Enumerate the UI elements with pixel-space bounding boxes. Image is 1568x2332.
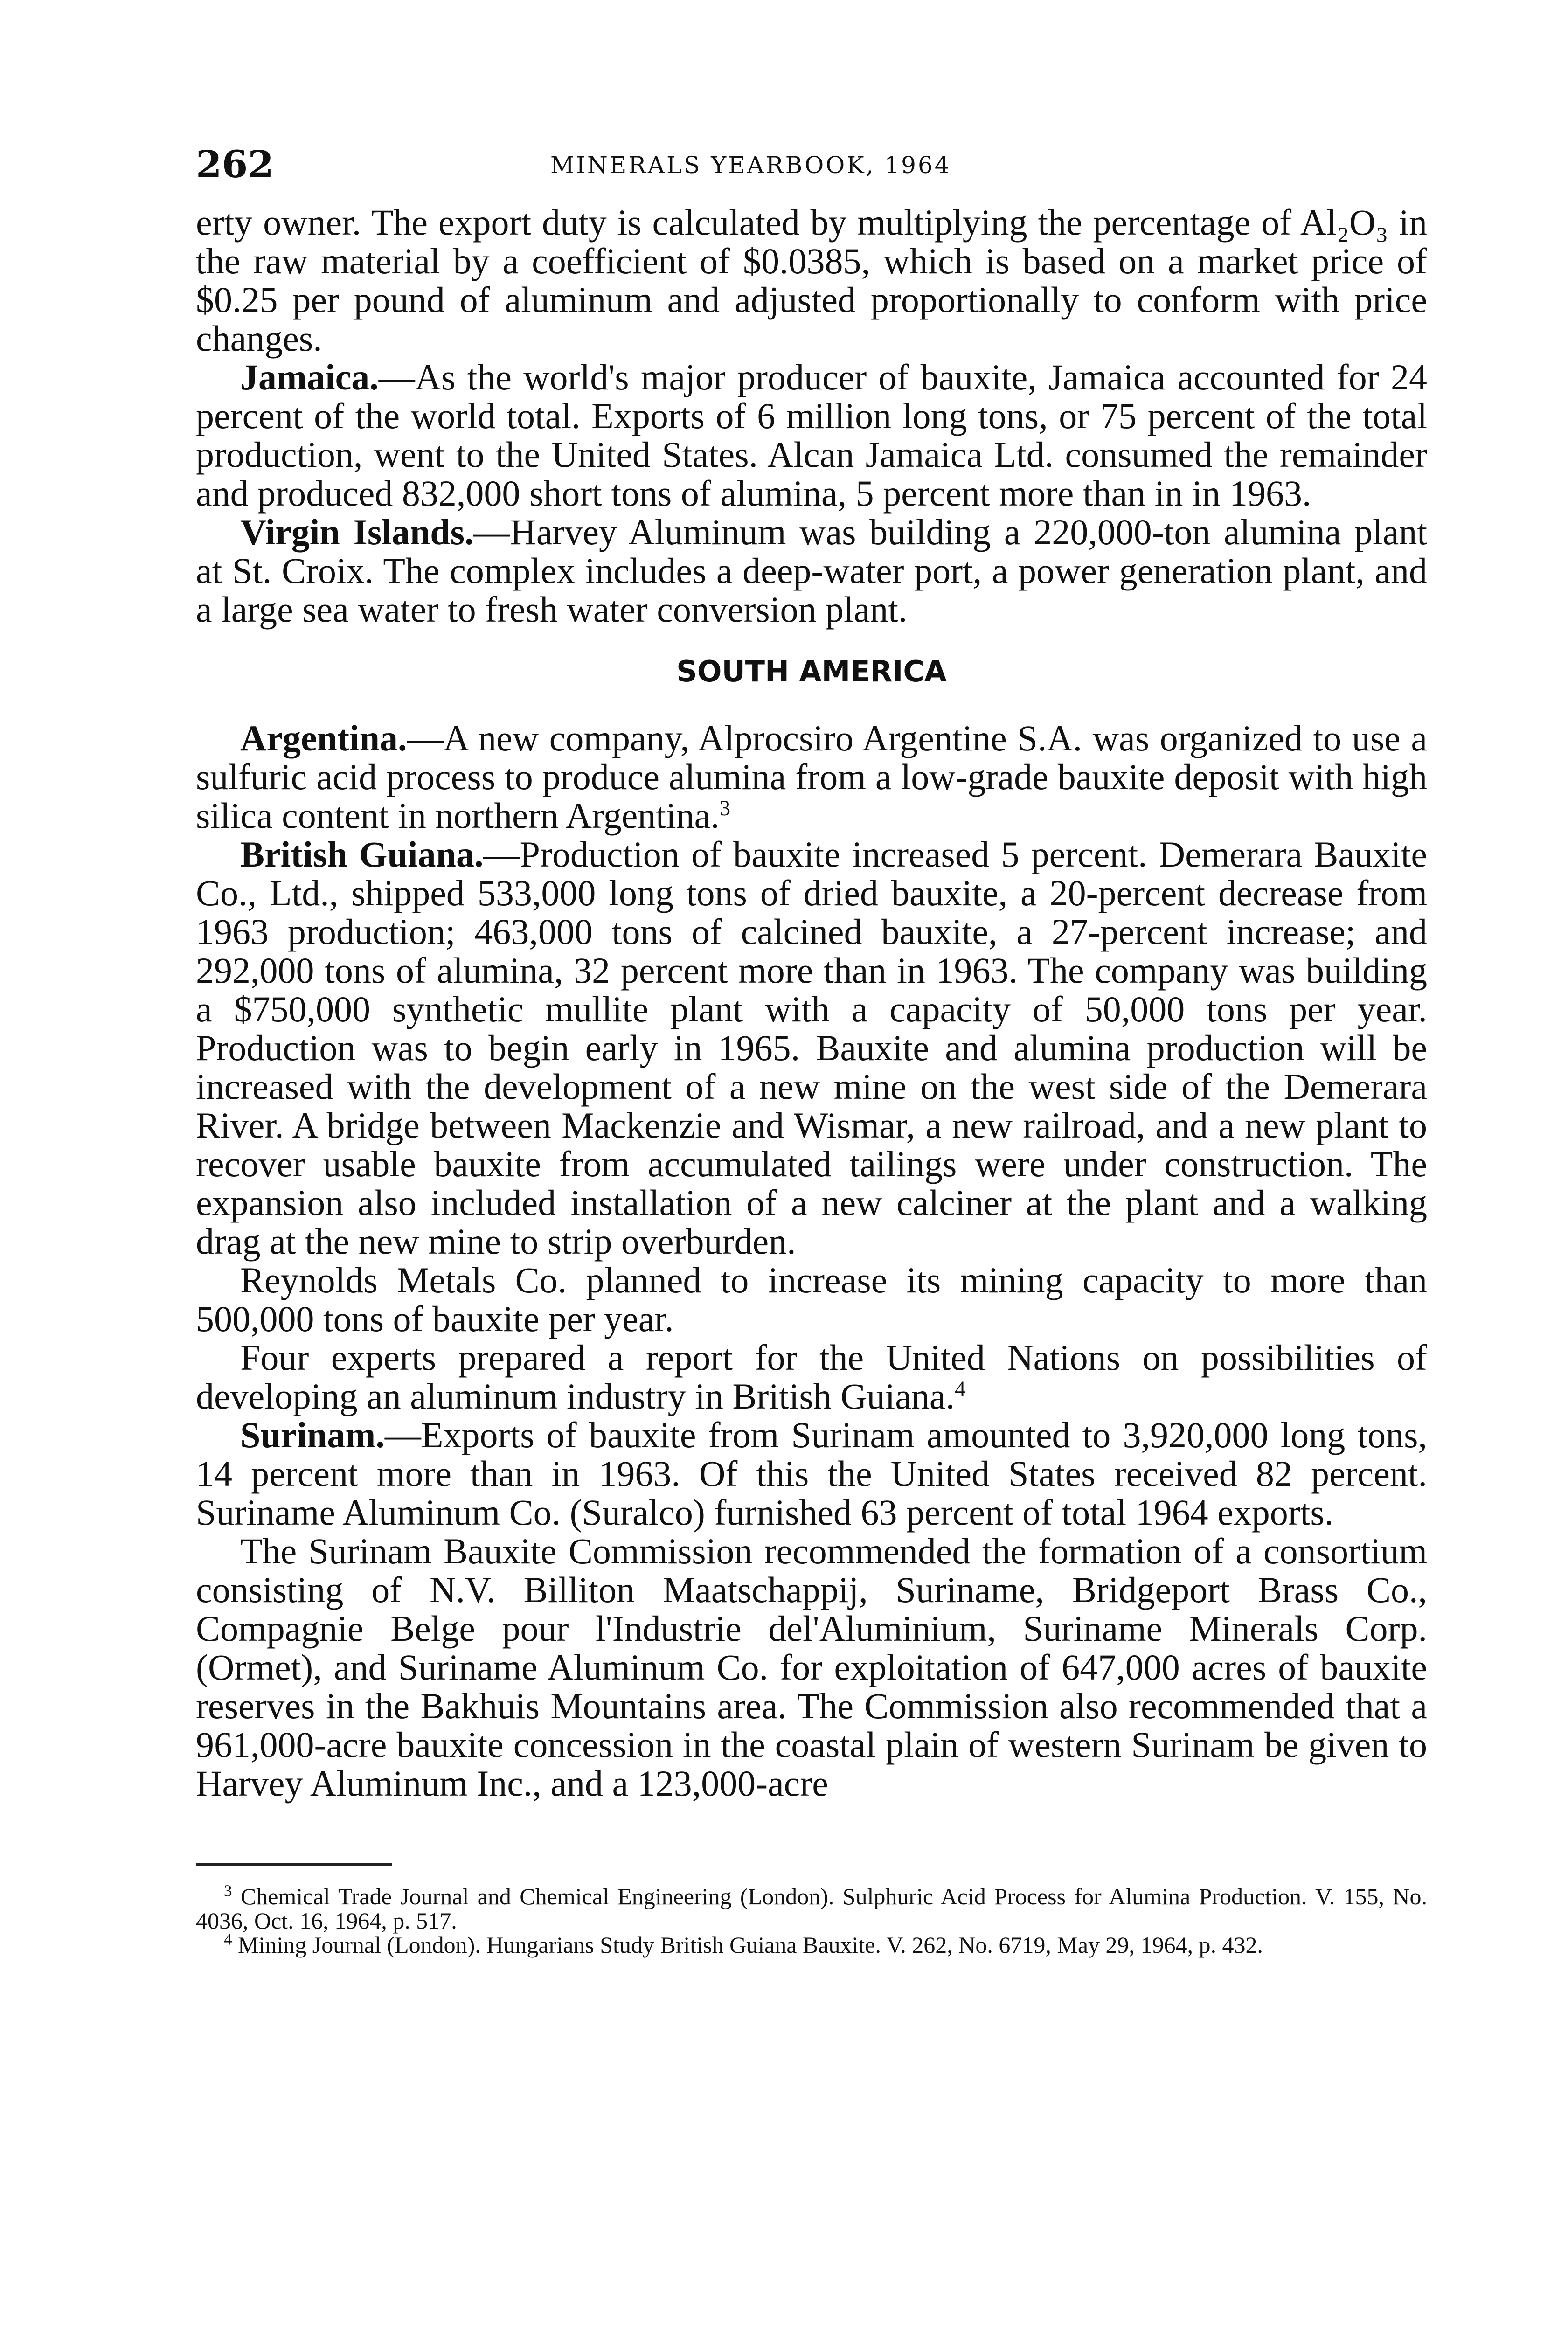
paragraph-jamaica — [196, 358, 1427, 513]
page-header — [196, 142, 1427, 194]
argentina-heading: Argentina. — [240, 718, 407, 758]
footnote-ref-3: 3 — [719, 796, 731, 820]
paragraph-reynolds — [196, 1261, 1427, 1338]
paragraph-commission — [196, 1532, 1427, 1803]
paragraph-virgin-islands — [196, 513, 1427, 629]
british-guiana-heading: British Guiana. — [240, 834, 484, 874]
paragraph-british-guiana — [196, 835, 1427, 1261]
footnote-4 — [196, 1930, 1427, 1958]
paragraph-surinam — [196, 1416, 1427, 1532]
footnotes — [196, 1881, 1428, 1958]
export-duty-text-end: in the raw material by a coefficient of $0.0385, which is based on a market price of $0.25 per pound of aluminum and adjusted proportionally to conform with price changes. — [196, 202, 1427, 359]
footnote-mark: 4 — [224, 1930, 232, 1949]
surinam-heading: Surinam. — [240, 1415, 385, 1455]
footnote-mark: 3 — [224, 1881, 232, 1900]
paragraph-argentina — [196, 719, 1427, 835]
export-duty-text: erty owner. The export duty is calculated by multiplying the percentage of — [196, 202, 1300, 243]
paragraph-export-duty — [196, 203, 1427, 358]
footnote-ref-4: 4 — [954, 1377, 966, 1401]
commission-text: The Surinam Bauxite Commission recommended the formation of a consortium consisting of N.V. Billiton Maatschappij, Suriname, Bridgeport Brass Co., Compagnie Belge pour l'Industrie del'Aluminium, Suriname Minerals Corp. (Ormet), and Suriname Aluminum Co. for exploitation of 647,000 acres of bauxite reserves in the Bakhuis Mountains area. The Commission also recommended that a 961,000-acre bauxite concession in the coastal plain of western Surinam be given to Harvey Aluminum Inc., and a 123,000-acre — [196, 1531, 1427, 1804]
jamaica-heading: Jamaica. — [240, 357, 379, 397]
virgin-islands-heading: Virgin Islands. — [240, 512, 474, 552]
paragraph-experts — [196, 1338, 1427, 1416]
jamaica-text: —As the world's major producer of bauxite, Jamaica accounted for 24 percent of the world total. Exports of 6 million long tons, or 75 percent of the total production, went to the United States. Alcan Jamaica Ltd. consumed the remainder and produced 832,000 short tons of alumina, 5 percent more than in in 1963. — [196, 357, 1427, 514]
document-page — [196, 142, 1427, 1957]
footnote-text: Mining Journal (London). Hungarians Study British Guiana Bauxite. V. 262, No. 6719, May 29, 1964, p. 432. — [238, 1932, 1263, 1958]
surinam-text: —Exports of bauxite from Surinam amounted to 3,920,000 long tons, 14 percent more than in 1963. Of this the United States received 82 percent. Suriname Aluminum Co. (Suralco) furnished 63 percent of total 1964 exports. — [196, 1415, 1427, 1533]
footnote-3 — [196, 1881, 1428, 1934]
alumina-formula: Al₂O₃ — [1300, 202, 1388, 243]
footnote-text: Chemical Trade Journal and Chemical Engineering (London). Sulphuric Acid Process for Alumina Production. V. 155, No. 4036, Oct. 16, 1964, p. 517. — [196, 1883, 1428, 1934]
section-heading-south-america: SOUTH AMERICA — [676, 654, 947, 688]
running-head: MINERALS YEARBOOK, 1964 — [550, 152, 951, 179]
argentina-text: —A new company, Alprocsiro Argentine S.A. was organized to use a sulfuric acid process to produce alumina from a low-grade bauxite deposit with high silica content in northern Argentina. — [196, 718, 1427, 836]
reynolds-text: Reynolds Metals Co. planned to increase its mining capacity to more than 500,000 tons of bauxite per year. — [196, 1260, 1427, 1339]
experts-text: Four experts prepared a report for the United Nations on possibilities of developing an aluminum industry in British Guiana. — [196, 1337, 1427, 1416]
page-number: 262 — [196, 142, 274, 186]
body-text — [196, 203, 1427, 1803]
virgin-islands-text: —Harvey Aluminum was building a 220,000-ton alumina plant at St. Croix. The complex includes a deep-water port, a power generation plant, and a large sea water to fresh water conversion plant. — [196, 512, 1427, 630]
british-guiana-text: —Production of bauxite increased 5 percent. Demerara Bauxite Co., Ltd., shipped 533,000 long tons of dried bauxite, a 20-percent decrease from 1963 production; 463,000 tons of calcined bauxite, a 27-percent increase; and 292,000 tons of alumina, 32 percent more than in 1963. The company was building a $750,000 synthetic mullite plant with a capacity of 50,000 tons per year. Production was to begin early in 1965. Bauxite and alumina production will be increased with the development of a new mine on the west side of the Demerara River. A bridge between Mackenzie and Wismar, a new railroad, and a new plant to recover usable bauxite from accumulated tailings were under construction. The expansion also included installation of a new calciner at the plant and a walking drag at the new mine to strip overburden. — [196, 834, 1427, 1262]
footnote-divider — [196, 1863, 392, 1866]
